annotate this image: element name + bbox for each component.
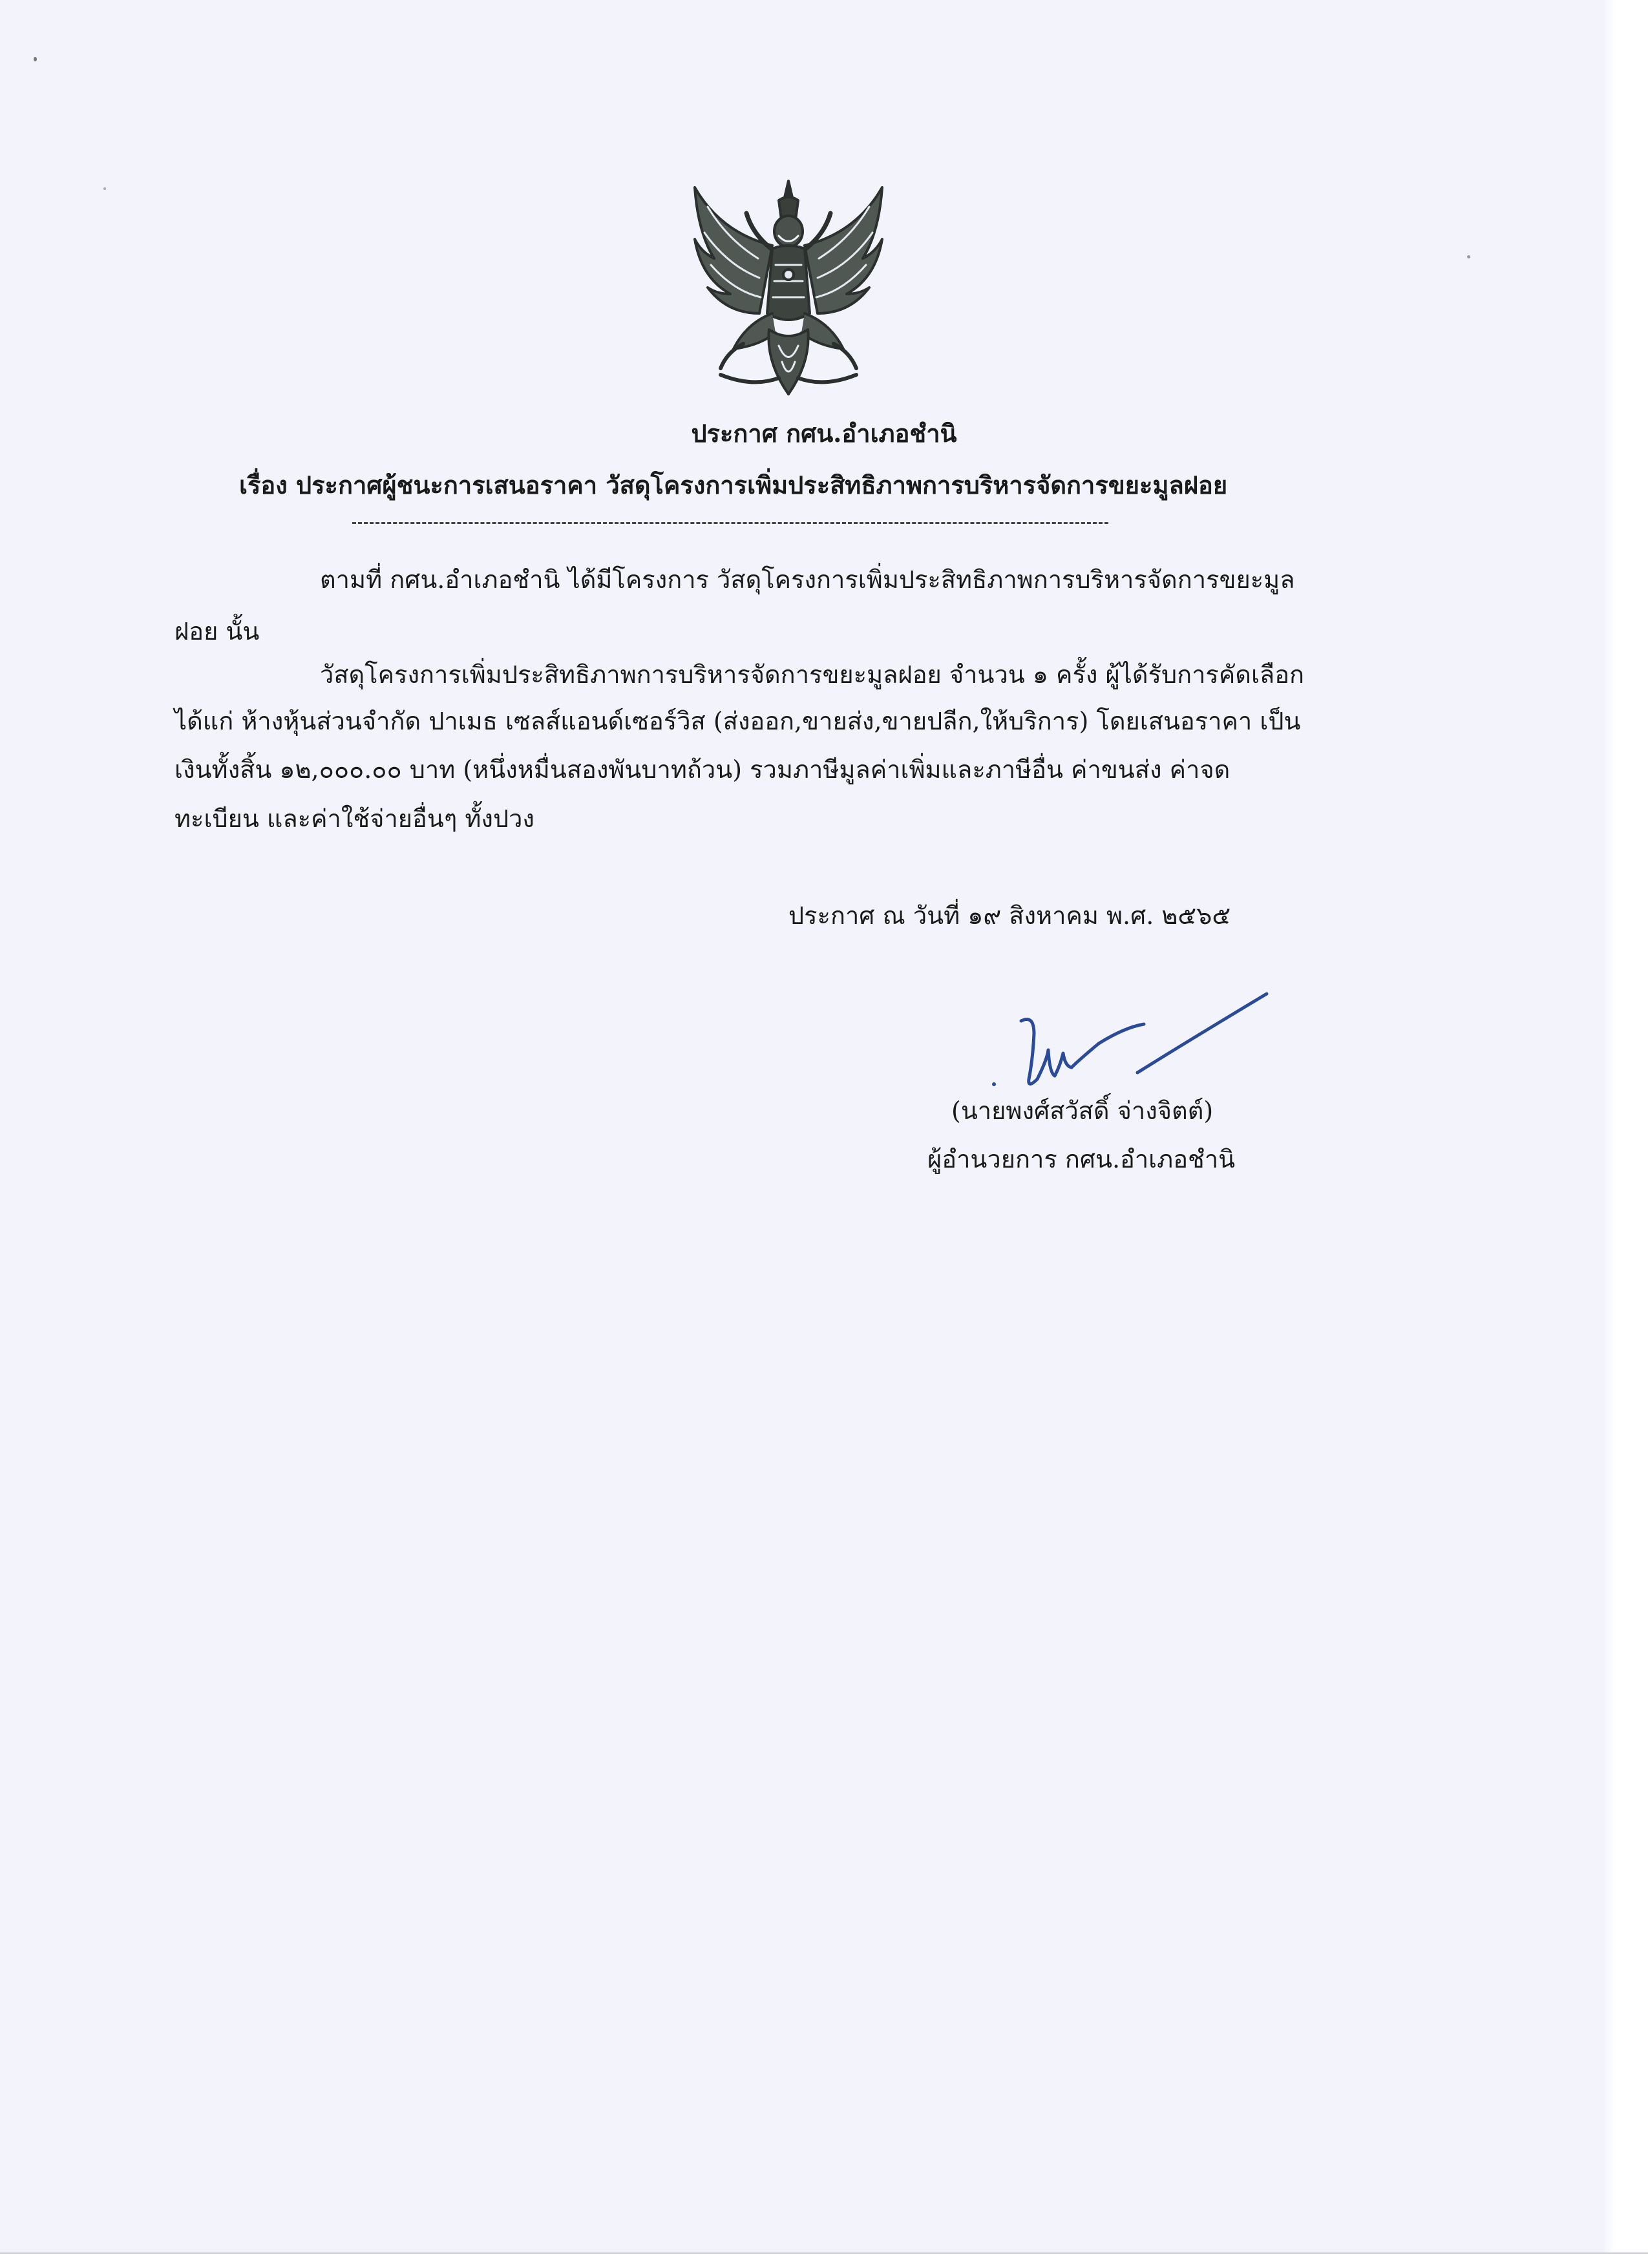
paragraph2-line: เงินทั้งสิ้น ๑๒,๐๐๐.๐๐ บาท (หนึ่งหมื่นสองพันบาทถ้วน) รวมภาษีมูลค่าเพิ่มและภาษีอื่น ค่าขนส่ง ค่าจด — [174, 755, 1231, 784]
scan-edge-right — [1603, 0, 1648, 2268]
scan-speck — [1467, 255, 1470, 258]
signatory-name: (นายพงศ์สวัสดิ์ จ่างจิตต์) — [951, 1097, 1214, 1125]
paragraph1-line: ฝอย นั้น — [174, 617, 260, 646]
scan-speck — [34, 57, 37, 61]
scan-edge-bottom — [0, 2252, 1648, 2268]
scan-speck — [103, 187, 106, 190]
paragraph1-line: ตามที่ กศน.อำเภอชำนิ ได้มีโครงการ วัสดุโครงการเพิ่มประสิทธิภาพการบริหารจัดการขยะมูล — [320, 565, 1295, 594]
paragraph2-line: ได้แก่ ห้างหุ้นส่วนจำกัด ปาเมธ เซลส์แอนด์เซอร์วิส (ส่งออก,ขายส่ง,ขายปลีก,ให้บริการ) โดยเสนอราคา เป็น — [174, 707, 1301, 735]
handwritten-signature — [982, 982, 1280, 1098]
document-subject: เรื่อง ประกาศผู้ชนะการเสนอราคา วัสดุโครงการเพิ่มประสิทธิภาพการบริหารจัดการขยะมูลฝอย — [239, 470, 1228, 499]
document-title: ประกาศ กศน.อำเภอชำนิ — [691, 419, 957, 448]
garuda-emblem-icon — [682, 174, 895, 407]
announcement-date: ประกาศ ณ วันที่ ๑๙ สิงหาคม พ.ศ. ๒๕๖๕ — [788, 901, 1231, 930]
paragraph2-line: ทะเบียน และค่าใช้จ่ายอื่นๆ ทั้งปวง — [174, 804, 534, 833]
signatory-position: ผู้อำนวยการ กศน.อำเภอชำนิ — [927, 1145, 1236, 1173]
paragraph2-line: วัสดุโครงการเพิ่มประสิทธิภาพการบริหารจัดการขยะมูลฝอย จำนวน ๑ ครั้ง ผู้ได้รับการคัดเลือก — [320, 660, 1305, 689]
dashed-divider — [352, 522, 1108, 524]
